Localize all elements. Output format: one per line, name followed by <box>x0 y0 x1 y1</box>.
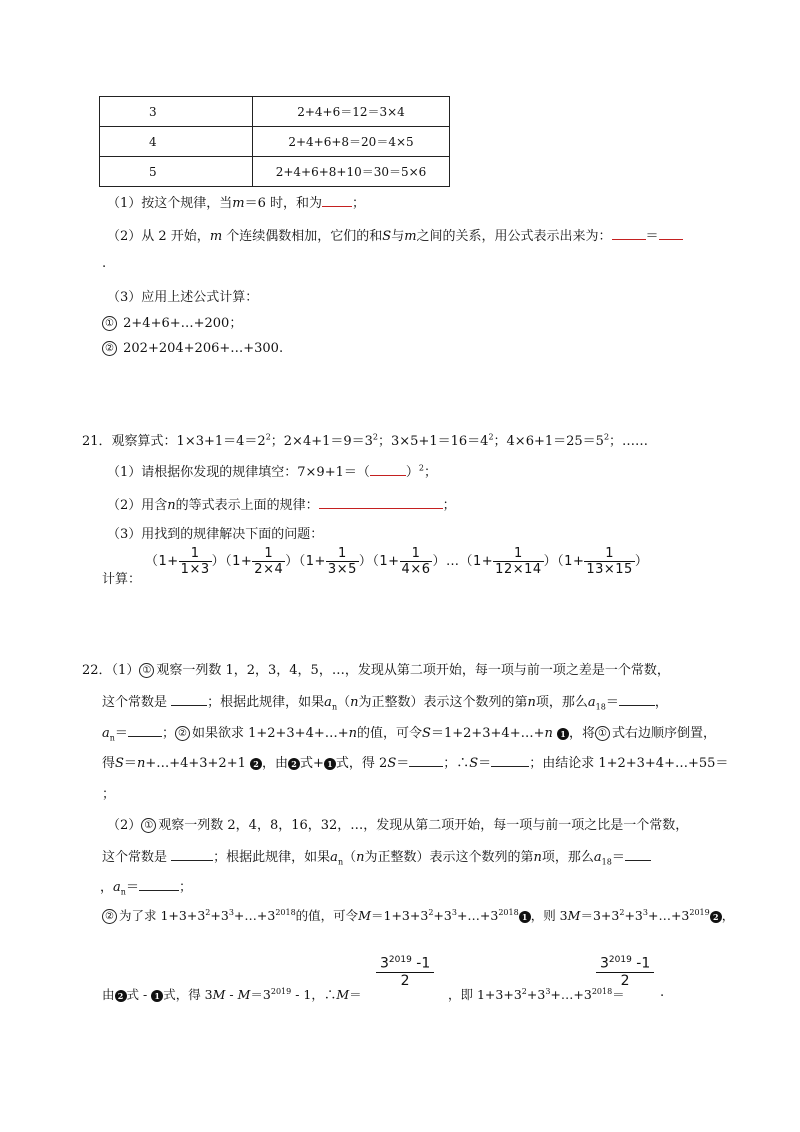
q22-fraction-1: $\frac{3^{2019} -1}{2}$ <box>376 955 434 989</box>
answer-blank[interactable] <box>322 194 352 207</box>
q20-part3: （3）应用上述公式计算： <box>107 290 259 305</box>
q21-calc-label: 计算： <box>102 572 142 587</box>
answer-blank[interactable] <box>491 754 529 767</box>
q21-intro: 21．观察算式：$1\times 3+1=4=2^2$；$2\times 4+1=9=3^2$；$3\times 5+1=16=4^2$；$4\times 6+1=25=5^2$；…… <box>82 432 649 449</box>
q22-line1: 22．（1） ① 观察一列数 1，2，3，4，5，…，发现从第二项开始，每一项与前一项之差是一个常数， <box>82 663 670 678</box>
circled-number: ② <box>175 726 190 741</box>
filled-circle-number: 2 <box>250 758 262 770</box>
calc-term: （1+ $\frac{1}{4\times 6}$ ）… <box>372 546 460 577</box>
fraction: $\frac{1}{1\times 3}$ <box>180 546 210 577</box>
calc-term: （1+ $\frac{1}{12\times 14}$ ） <box>459 546 558 577</box>
q21-calc-expression <box>145 546 648 577</box>
q20-part2: （2）从 2 开始，m 个连续偶数相加，它们的和S与m之间的关系，用公式表示出来为： ＝ <box>107 225 683 244</box>
fraction: $\frac{1}{12\times 14}$ <box>495 546 542 577</box>
answer-blank[interactable] <box>171 848 213 861</box>
table-cell-m: 3 <box>100 97 253 127</box>
answer-blank[interactable] <box>139 878 179 891</box>
table-cell-expr: 2+4+6＝12＝3×4 <box>253 97 450 127</box>
table-cell-m: 5 <box>100 157 253 187</box>
circled-number: ② <box>102 341 117 356</box>
filled-circle-number: 2 <box>710 911 722 923</box>
table-row <box>100 97 450 127</box>
filled-circle-number: 2 <box>115 990 127 1002</box>
filled-circle-number: 1 <box>151 990 163 1002</box>
table-cell-expr: 2+4+6+8+10＝30＝5×6 <box>253 157 450 187</box>
fraction: $\frac{1}{2\times 4}$ <box>254 546 284 577</box>
q22-line8: ，$a_n=$ ； <box>100 880 192 897</box>
circled-number: ① <box>595 726 610 741</box>
filled-circle-number: 1 <box>557 728 569 740</box>
circled-number: ① <box>139 663 154 678</box>
pattern-table <box>99 96 450 187</box>
answer-blank[interactable] <box>659 227 683 240</box>
fraction: $\frac{1}{3\times 5}$ <box>327 546 357 577</box>
calc-term: （1+ $\frac{1}{1\times 3}$ ） <box>145 546 226 577</box>
q21-part2: （2）用含n的等式表示上面的规律： ； <box>107 498 456 513</box>
question-number: 21． <box>82 434 112 449</box>
circled-number: ① <box>102 316 117 331</box>
answer-blank[interactable] <box>319 496 443 509</box>
calc-term: （1+ $\frac{1}{3\times 5}$ ） <box>298 546 373 577</box>
q20-period: . <box>102 256 107 271</box>
calc-term: （1+ $\frac{1}{2\times 4}$ ） <box>225 546 299 577</box>
q22-line3: $a_n=$ ； ② 如果欲求 1+2+3+4+…+n的值，可令S＝1+2+3+4+…+n 1 ，将 ① 式右边顺序倒置， <box>102 726 717 743</box>
q22-line6: （2） ① 观察一列数 2，4，8，16，32，…，发现从第二项开始，每一项与前一项之比是一个常数， <box>107 818 689 833</box>
filled-circle-number: 1 <box>519 911 531 923</box>
q22-line2: 这个常数是 ；根据此规律，如果$a_n(n$为正整数）表示这个数列的第n项，那么$a_{18}=$ ， <box>102 695 668 712</box>
q21-part1: （1）请根据你发现的规律填空：7×9+1＝（ ）$^2$； <box>107 463 437 480</box>
table-cell-expr: 2+4+6+8＝20＝4×5 <box>253 127 450 157</box>
answer-blank[interactable] <box>625 848 651 861</box>
q22-line5: ； <box>102 787 116 802</box>
q22-line10-cont: ，即 $1+3+3^2+3^3+\dots+3^{2018}=$ <box>448 986 625 1002</box>
answer-blank[interactable] <box>409 754 443 767</box>
answer-blank[interactable] <box>128 724 162 737</box>
answer-blank[interactable] <box>370 463 406 476</box>
q22-line9: ② 为了求 $1+3+3^2+3^3+\dots+3^{2018}$的值，可令$M=1+3+3^2+3^3+\dots+3^{2018}$ 1 ，则 $3M=3+3^2+3^3+\dots+3^{2019}$ 2 ， <box>102 906 734 924</box>
answer-blank[interactable] <box>619 693 655 706</box>
q22-end-period: . <box>660 985 665 1000</box>
table-row <box>100 157 450 187</box>
filled-circle-number: 2 <box>288 758 300 770</box>
fraction: $\frac{1}{13\times 15}$ <box>586 546 633 577</box>
table-cell-m: 4 <box>100 127 253 157</box>
fraction: $\frac{1}{4\times 6}$ <box>401 546 431 577</box>
table-row <box>100 127 450 157</box>
q22-fraction-2: $\frac{3^{2019} -1}{2}$ <box>596 955 654 989</box>
q22-line10: 由 2 式 - 1 式，得 $3M - M=3^{2019} - 1$，∴M＝ <box>102 986 362 1002</box>
q20-item1: ① 2+4+6+…+200； <box>102 312 242 331</box>
q20-item2: ② 202+204+206+…+300. <box>102 341 283 356</box>
circled-number: ① <box>141 818 156 833</box>
answer-blank[interactable] <box>171 693 207 706</box>
q22-line7: 这个常数是 ；根据此规律，如果$a_n(n$为正整数）表示这个数列的第n项，那么$a_{18}=$ <box>102 846 651 867</box>
q21-part3: （3）用找到的规律解决下面的问题： <box>107 527 324 542</box>
circled-number: ② <box>102 909 117 924</box>
answer-blank[interactable] <box>612 227 646 240</box>
filled-circle-number: 1 <box>324 758 336 770</box>
question-number: 22． <box>82 663 112 678</box>
q20-part1: （1）按这个规律，当m＝6 时，和为 ； <box>107 196 366 211</box>
q22-line4: 得S＝n+…+4+3+2+1 2 ，由 2 式+ 1 式，得 2S＝ ；∴S＝ ；由结论求 1+2+3+4+…+55＝ <box>102 756 729 771</box>
calc-term: （1+ $\frac{1}{13\times 15}$ ） <box>557 546 649 577</box>
